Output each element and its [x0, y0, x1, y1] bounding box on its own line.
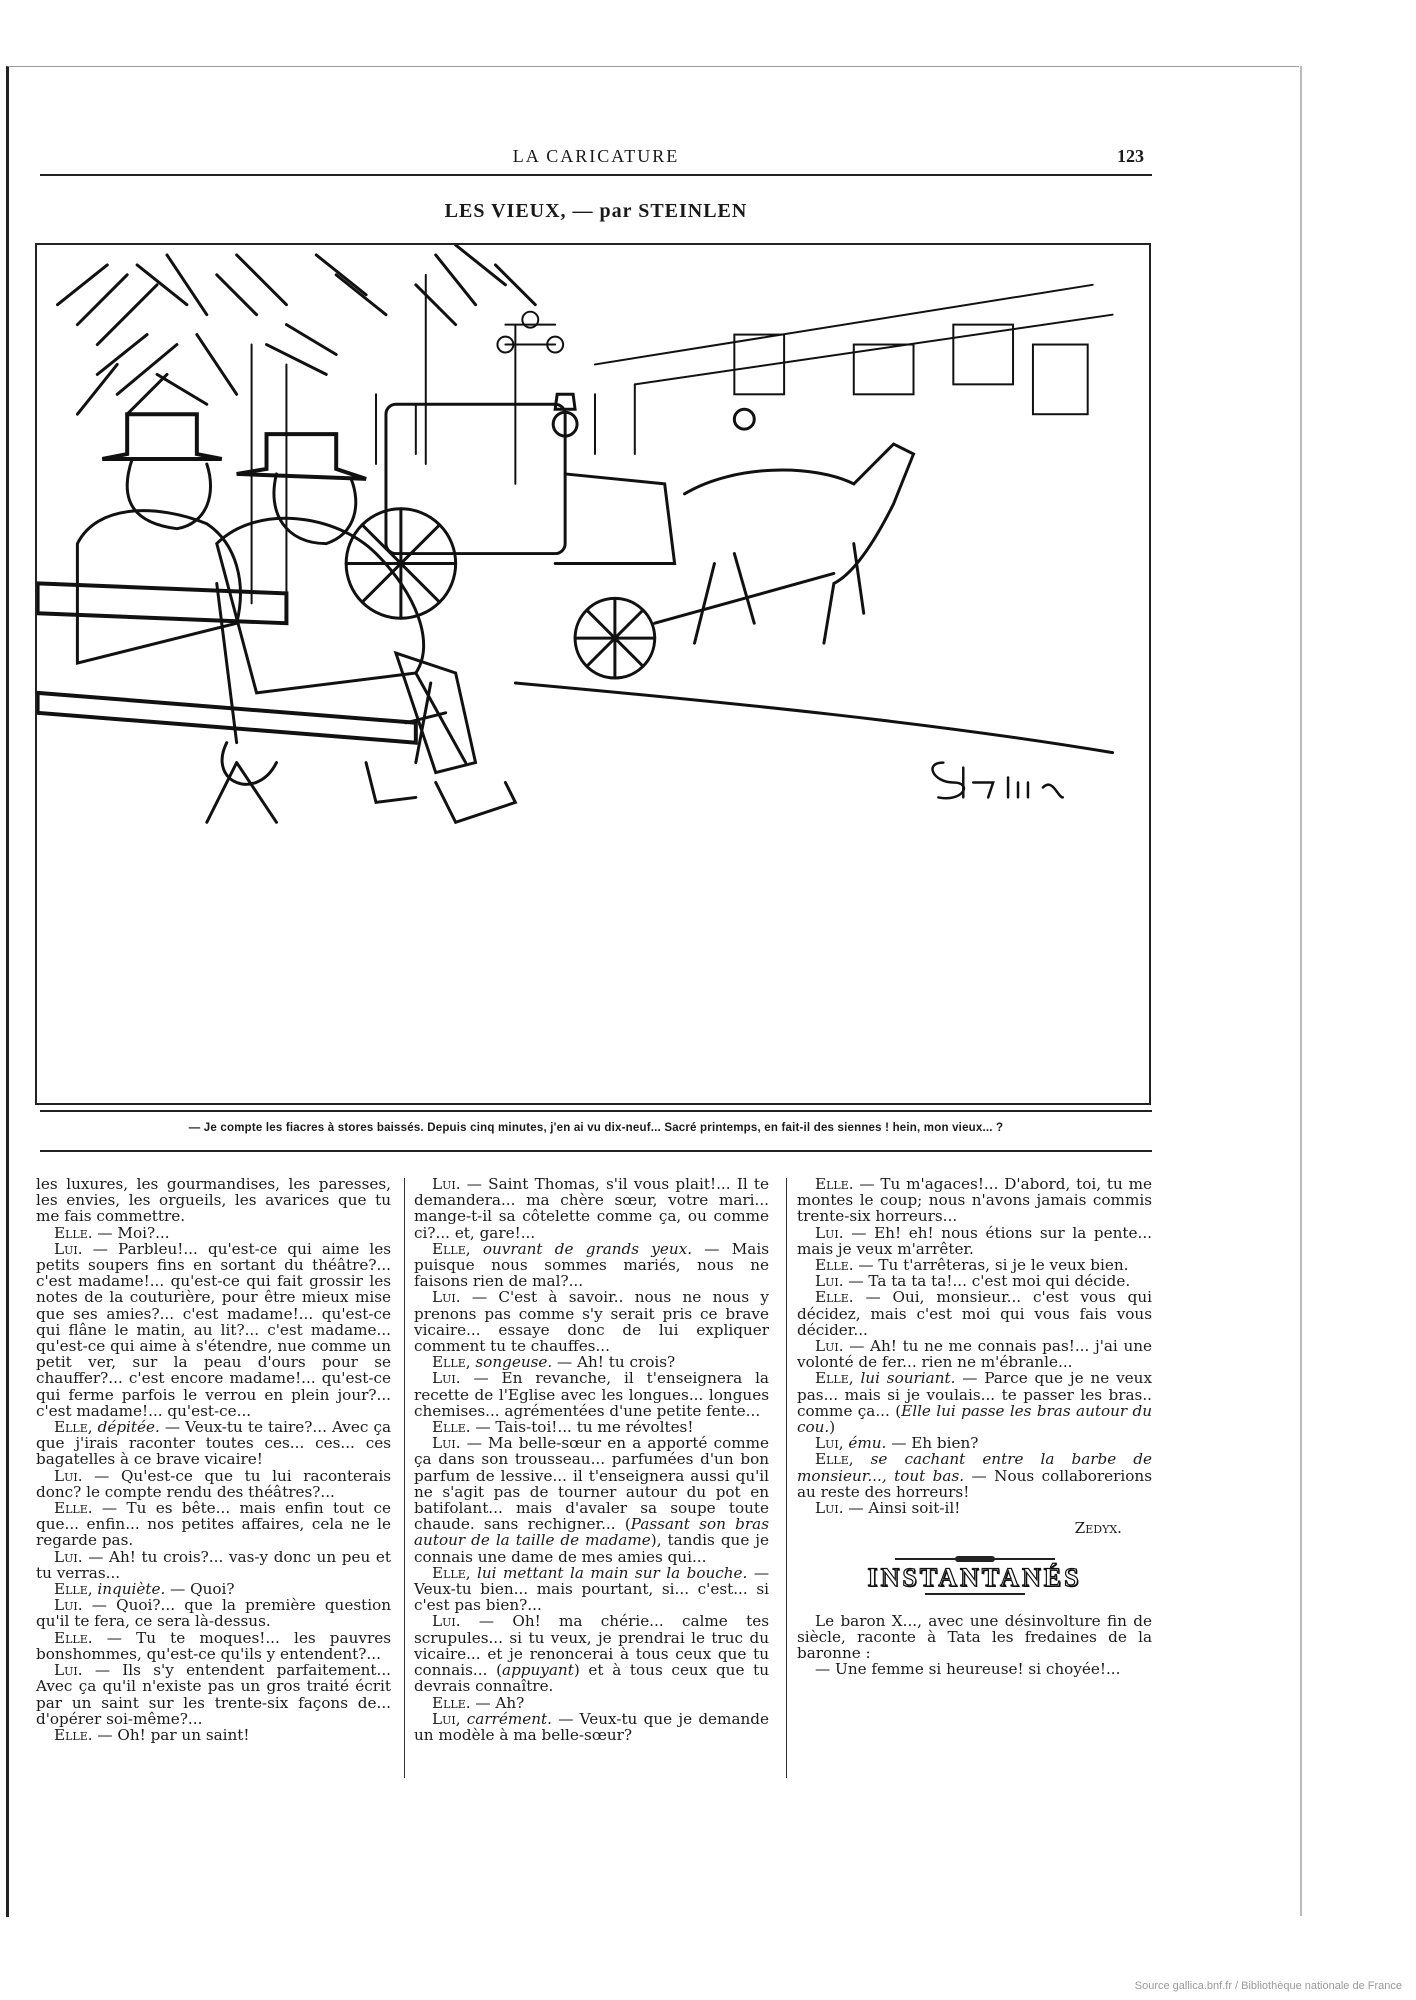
stage-direction: ému.: [848, 1434, 887, 1453]
plate-caption: — Je compte les fiacres à stores baissés. Depuis cinq minutes, j'en ai vu dix-neuf... Sacré printemps, en fait-il des siennes ! hein, mon vieux... ?: [188, 1122, 1004, 1134]
stage-direction: se cachant entre la barbe de monsieur..., tout bas.: [797, 1450, 1152, 1485]
stage-aside: Elle lui passe les bras autour du cou.: [797, 1401, 1152, 1437]
speaker-name: Elle,: [54, 1580, 93, 1599]
dialogue-paragraph: [414, 1565, 769, 1614]
dialogue-text: — Veux-tu que je demande un modèle à ma belle-sœur?: [414, 1709, 769, 1744]
carriage-with-horse: [346, 394, 913, 678]
speaker-name: Elle,: [432, 1353, 471, 1372]
dialogue-paragraph: [414, 1695, 769, 1711]
dialogue-text: — Eh! eh! nous étions sur la pente... mais je veux m'arrêter.: [797, 1223, 1152, 1258]
dialogue-text: — Tu t'arrêteras, si je le veux bien.: [858, 1256, 1129, 1275]
dialogue-paragraph: [36, 1241, 391, 1419]
dialogue-body: [797, 1176, 1152, 1516]
dialogue-paragraph: [797, 1289, 1152, 1338]
two-old-men-on-bench: [38, 414, 516, 822]
speaker-name: Elle.: [432, 1418, 471, 1437]
dialogue-text: — Saint Thomas, s'il vous plait!... Il te demandera... ma chère sœur, votre mari... mange-t-il sa côtelette comme ça, ou comme ci?... et, gare!...: [414, 1175, 769, 1242]
dialogue-text: — Ma belle-sœur en a apporté comme ça dans son trousseau... parfumées d'un bon parfum de lessive... il t'enseignera aussi qu'il ne s'agit pas de tourner autour du pot en batifolant... mais d'avaler sa soupe toute chaude. sans rechigner... (: [414, 1434, 770, 1534]
speaker-name: Elle,: [815, 1369, 854, 1388]
dialogue-paragraph: [36, 1662, 391, 1727]
dialogue-text: — Moi?...: [97, 1223, 170, 1242]
speaker-name: Lui.: [54, 1466, 83, 1485]
dialogue-paragraph: [36, 1727, 391, 1743]
dialogue-paragraph: [797, 1273, 1152, 1289]
dialogue-text: — Quoi?... que la première question qu'il te fera, ce sera là-dessus.: [36, 1596, 391, 1631]
dialogue-paragraph: [36, 1549, 391, 1581]
dialogue-paragraph: [797, 1500, 1152, 1516]
speaker-name: Lui.: [54, 1661, 83, 1680]
text-column-1: [36, 1176, 391, 1743]
dialogue-text: — Ainsi soit-il!: [848, 1499, 961, 1518]
speaker-name: Lui.: [432, 1612, 461, 1631]
dialogue-text: ): [829, 1418, 836, 1437]
dialogue-text: — Ah?: [475, 1693, 525, 1712]
stage-direction: songeuse.: [475, 1353, 553, 1372]
speaker-name: Lui,: [815, 1434, 844, 1453]
speaker-name: Lui.: [432, 1288, 461, 1307]
background-crowd-and-carriages: [376, 285, 1113, 484]
speaker-name: Elle.: [54, 1725, 93, 1744]
speaker-name: Lui.: [432, 1175, 461, 1193]
page-number: 123: [1117, 146, 1144, 166]
speaker-name: Elle.: [432, 1693, 471, 1712]
dialogue-paragraph: [797, 1435, 1152, 1451]
speaker-name: Lui.: [54, 1239, 83, 1258]
ornament-divider: [895, 1558, 1055, 1560]
dialogue-paragraph: [414, 1613, 769, 1694]
section-rule: [925, 1593, 1025, 1595]
dialogue-paragraph: [36, 1468, 391, 1500]
section-title-instantanes: INSTANTANÉS: [867, 1563, 1082, 1593]
dialogue-paragraph: [797, 1338, 1152, 1370]
dialogue-paragraph: [36, 1597, 391, 1629]
speaker-name: Lui.: [54, 1547, 83, 1566]
dialogue-text: ) et à tous ceux que tu devrais connaître.: [414, 1661, 770, 1696]
speaker-name: Lui.: [815, 1337, 844, 1356]
dialogue-text: — Ah! tu crois?... vas-y donc un peu et tu verras...: [36, 1547, 392, 1582]
artist-signature: [933, 763, 1063, 799]
speaker-name: Elle,: [432, 1239, 471, 1258]
dialogue-author: Zedyx.: [1074, 1519, 1122, 1538]
dialogue-paragraph: [414, 1289, 769, 1354]
dialogue-text: — Ta ta ta ta!... c'est moi qui décide.: [848, 1272, 1131, 1291]
dialogue-text: — Ah! tu crois?: [557, 1353, 676, 1372]
speaker-name: Lui.: [815, 1499, 844, 1518]
journal-title: LA CARICATURE: [512, 146, 680, 166]
stage-direction: inquiète.: [97, 1580, 166, 1599]
dialogue-text: — Mais puisque nous sommes mariés, nous ne faisons rien de mal?...: [414, 1239, 769, 1291]
column-separator: [786, 1178, 787, 1778]
dialogue-text: les luxures, les gourmandises, les paresses, les envies, les orgueils, les avarices que tu me fais commettre.: [36, 1175, 391, 1226]
dialogue-paragraph: [414, 1419, 769, 1435]
dialogue-paragraph: [797, 1176, 1152, 1225]
stage-aside: Passant son bras autour de la taille de madame: [414, 1515, 770, 1550]
dialogue-text: — Ah! tu ne me connais pas!... j'ai une volonté de fer... rien ne m'ébranle...: [797, 1337, 1152, 1372]
dialogue-paragraph: [414, 1711, 769, 1743]
speaker-name: Elle,: [432, 1563, 471, 1582]
dialogue-text: — Ils s'y entendent parfaitement... Avec ça qu'il n'existe pas un gros traité écrit par un saint sur les trente-six façons de... d'opérer soi-même?...: [36, 1661, 392, 1728]
illustration-les-vieux: [35, 243, 1151, 1105]
column-separator: [404, 1178, 405, 1778]
dialogue-text: — Eh bien?: [891, 1434, 979, 1453]
dialogue-text: — Tu m'agaces!... D'abord, toi, tu me montes le coup; nous n'avons jamais commis trente-six horreurs...: [797, 1175, 1152, 1226]
dialogue-text: — Oh! par un saint!: [97, 1725, 250, 1744]
dialogue-paragraph: [414, 1241, 769, 1290]
source-credit: Source gallica.bnf.fr / Bibliothèque nationale de France: [1134, 1980, 1402, 1992]
dialogue-text: — Oui, monsieur... c'est vous qui décidez, mais c'est moi qui vous fais vous décider...: [797, 1288, 1153, 1339]
speaker-name: Lui.: [54, 1596, 83, 1615]
stage-direction: carrément.: [466, 1709, 552, 1728]
instantanes-paragraph: Le baron X..., avec une désinvolture fin de siècle, raconte à Tata les fredaines de la baronne :: [797, 1611, 1152, 1663]
caption-rule-top: [40, 1110, 1152, 1112]
speaker-name: Elle,: [54, 1418, 93, 1437]
dialogue-paragraph: [797, 1370, 1152, 1435]
dialogue-text: — Nous collaborerions au reste des horreurs!: [797, 1466, 1152, 1501]
speaker-name: Elle.: [815, 1175, 854, 1193]
speaker-name: Lui,: [432, 1709, 461, 1728]
dialogue-paragraph: [36, 1225, 391, 1241]
dialogue-text: — Parce que je ne veux pas... mais si je voulais... te passer les bras.. comme ça... (: [797, 1369, 1153, 1420]
dialogue-text: — En revanche, il t'enseignera la recette de l'Eglise avec les longues... longues chemises... agrémentées d'une petite fente...: [414, 1369, 769, 1420]
speaker-name: Elle.: [815, 1256, 854, 1275]
page-edge-right: [1300, 66, 1302, 1916]
speaker-name: Elle,: [815, 1450, 854, 1469]
dialogue-paragraph: [36, 1419, 391, 1468]
dialogue-text: — C'est à savoir.. nous ne nous y prenons pas comme s'y serait pris ce brave vicaire... essaye donc de lui expliquer comment tu te chauffes...: [414, 1288, 770, 1356]
dialogue-paragraph: [414, 1370, 769, 1419]
speaker-name: Elle.: [54, 1499, 93, 1518]
dialogue-paragraph: [797, 1225, 1152, 1257]
dialogue-paragraph: [414, 1435, 769, 1565]
dialogue-text: — Oh! ma chérie... calme tes scrupules... si tu veux, je prendrai le truc du vicaire... et je renoncerai à tous ceux que tu connais... (: [414, 1612, 769, 1680]
dialogue-text: — Tu te moques!... les pauvres bonshommes, qu'est-ce qu'ils y entendent?...: [36, 1628, 391, 1663]
speaker-name: Elle.: [54, 1628, 93, 1647]
dialogue-text: — Tu es bête... mais enfin tout ce que... enfin... nos petites affaires, cela ne le regarde pas.: [36, 1499, 391, 1550]
dialogue-text: ), tandis que je connais une dame de mes amies qui...: [414, 1531, 769, 1566]
speaker-name: Elle.: [54, 1223, 93, 1242]
text-column-2: [414, 1176, 769, 1743]
dialogue-paragraph: [414, 1176, 769, 1241]
dialogue-text: — Veux-tu te taire?... Avec ça que j'irais raconter toutes ces... ces... ces bagatelles à ce brave vicaire!: [36, 1418, 391, 1469]
caption-rule-bottom: [40, 1150, 1152, 1152]
running-head: [40, 146, 1152, 176]
dialogue-paragraph: [36, 1630, 391, 1662]
dialogue-paragraph: [36, 1500, 391, 1549]
dialogue-paragraph: [36, 1176, 391, 1225]
dialogue-paragraph: [36, 1581, 391, 1597]
stage-direction: dépitée.: [97, 1418, 160, 1437]
speaker-name: Lui.: [432, 1434, 461, 1453]
plate-title: LES VIEUX, — par STEINLEN: [444, 200, 748, 222]
dialogue-text: — Veux-tu bien... mais pourtant, si... c'est... si c'est pas bien?...: [414, 1563, 769, 1615]
stage-direction: lui mettant la main sur la bouche.: [477, 1563, 748, 1582]
road-edge: [515, 683, 1112, 753]
dialogue-paragraph: [414, 1354, 769, 1370]
dialogue-paragraph: [797, 1451, 1152, 1500]
dialogue-paragraph: [797, 1257, 1152, 1273]
speaker-name: Elle.: [815, 1288, 854, 1307]
stage-aside: appuyant: [502, 1661, 574, 1680]
dialogue-text: — Tais-toi!... tu me révoltes!: [475, 1418, 694, 1437]
speaker-name: Lui.: [432, 1369, 461, 1388]
stage-direction: ouvrant de grands yeux.: [482, 1239, 693, 1258]
speaker-name: Lui.: [815, 1223, 844, 1242]
instantanes-paragraph: — Une femme si heureuse! si choyée!...: [815, 1660, 1121, 1679]
speaker-name: Lui.: [815, 1272, 844, 1291]
dialogue-text: — Quoi?: [170, 1580, 235, 1599]
stage-direction: lui souriant.: [860, 1369, 956, 1388]
dialogue-text: — Qu'est-ce que tu lui raconterais donc? le compte rendu des théâtres?...: [36, 1466, 392, 1501]
text-column-3: [797, 1176, 1152, 1677]
dialogue-text: — Parbleu!... qu'est-ce qui aime les petits soupers fins en sortant du théâtre?... c'est madame!... qu'est-ce qui fait grossir les notes de la couturière, pour être mieux mise que ses amies?... c'est madame!... qu'est-ce qui flâne le matin, au lit?... c'est madame... qu'est-ce qui aime à s'étendre, nue comme un petit ver, sur la peau d'ours pour se chauffer?... c'est encore madame!... qu'est-ce qui ferme parfois le verrou en plein jour?... c'est madame!... qu'est-ce...: [36, 1239, 391, 1420]
